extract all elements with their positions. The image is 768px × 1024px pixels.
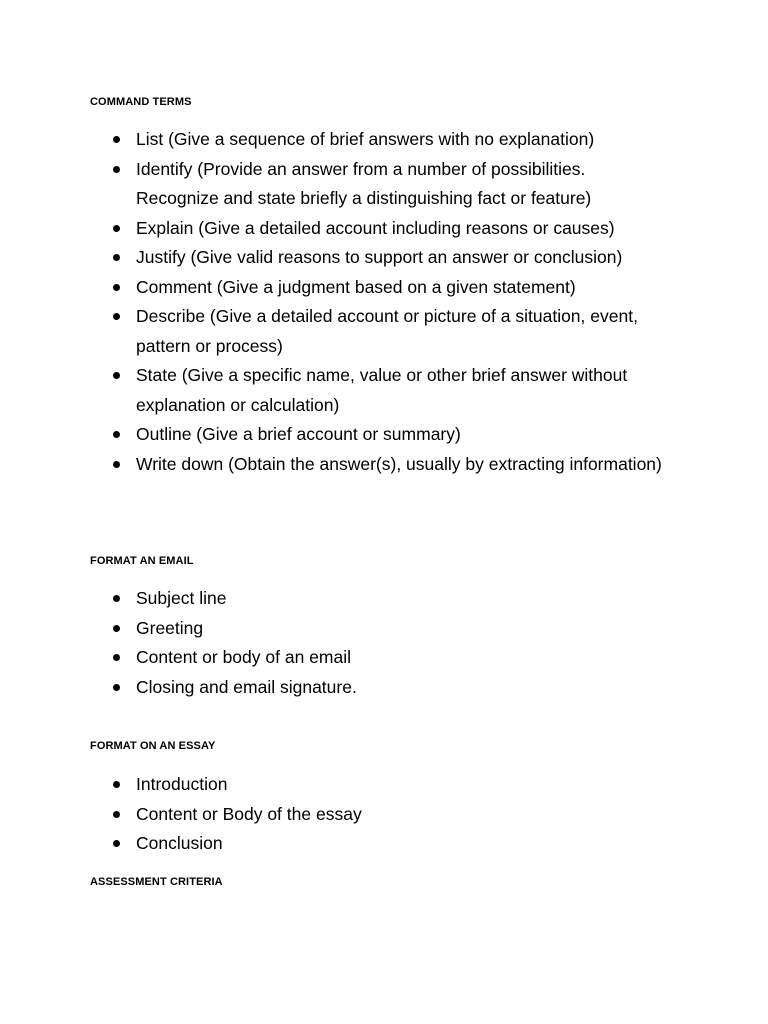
bullet-icon (113, 431, 120, 438)
list-item: Explain (Give a detailed account including reasons or causes) (112, 214, 672, 244)
list-item: Justify (Give valid reasons to support an answer or conclusion) (112, 243, 672, 273)
bullet-icon (113, 284, 120, 291)
list-item: State (Give a specific name, value or other brief answer without explanation or calculation) (112, 361, 672, 420)
list-item: Outline (Give a brief account or summary) (112, 420, 672, 450)
heading-format-email: FORMAT AN EMAIL (90, 555, 194, 567)
bullet-icon (113, 166, 120, 173)
bullet-icon (113, 781, 120, 788)
heading-command-terms: COMMAND TERMS (90, 96, 192, 108)
list-item: Introduction (112, 770, 672, 800)
list-item: Subject line (112, 584, 672, 614)
list-item: Describe (Give a detailed account or picture of a situation, event, pattern or process) (112, 302, 672, 361)
bullet-icon (113, 595, 120, 602)
bullet-icon (113, 254, 120, 261)
bullet-icon (113, 811, 120, 818)
list-item: Identify (Provide an answer from a number of possibilities. Recognize and state briefly a distinguishing fact or feature) (112, 155, 672, 214)
bullet-icon (113, 625, 120, 632)
list-item: Write down (Obtain the answer(s), usually by extracting information) (112, 450, 672, 480)
list-format-email (112, 584, 672, 702)
list-item: Content or Body of the essay (112, 800, 672, 830)
list-item: Closing and email signature. (112, 673, 672, 703)
bullet-icon (113, 840, 120, 847)
bullet-icon (113, 372, 120, 379)
list-format-essay (112, 770, 672, 859)
heading-format-essay: FORMAT ON AN ESSAY (90, 740, 216, 752)
list-command-terms (112, 125, 672, 479)
bullet-icon (113, 654, 120, 661)
bullet-icon (113, 225, 120, 232)
list-item: List (Give a sequence of brief answers with no explanation) (112, 125, 672, 155)
bullet-icon (113, 313, 120, 320)
heading-assessment-criteria: ASSESSMENT CRITERIA (90, 876, 223, 888)
list-item: Greeting (112, 614, 672, 644)
list-item: Comment (Give a judgment based on a given statement) (112, 273, 672, 303)
bullet-icon (113, 136, 120, 143)
bullet-icon (113, 684, 120, 691)
list-item: Content or body of an email (112, 643, 672, 673)
bullet-icon (113, 461, 120, 468)
list-item: Conclusion (112, 829, 672, 859)
